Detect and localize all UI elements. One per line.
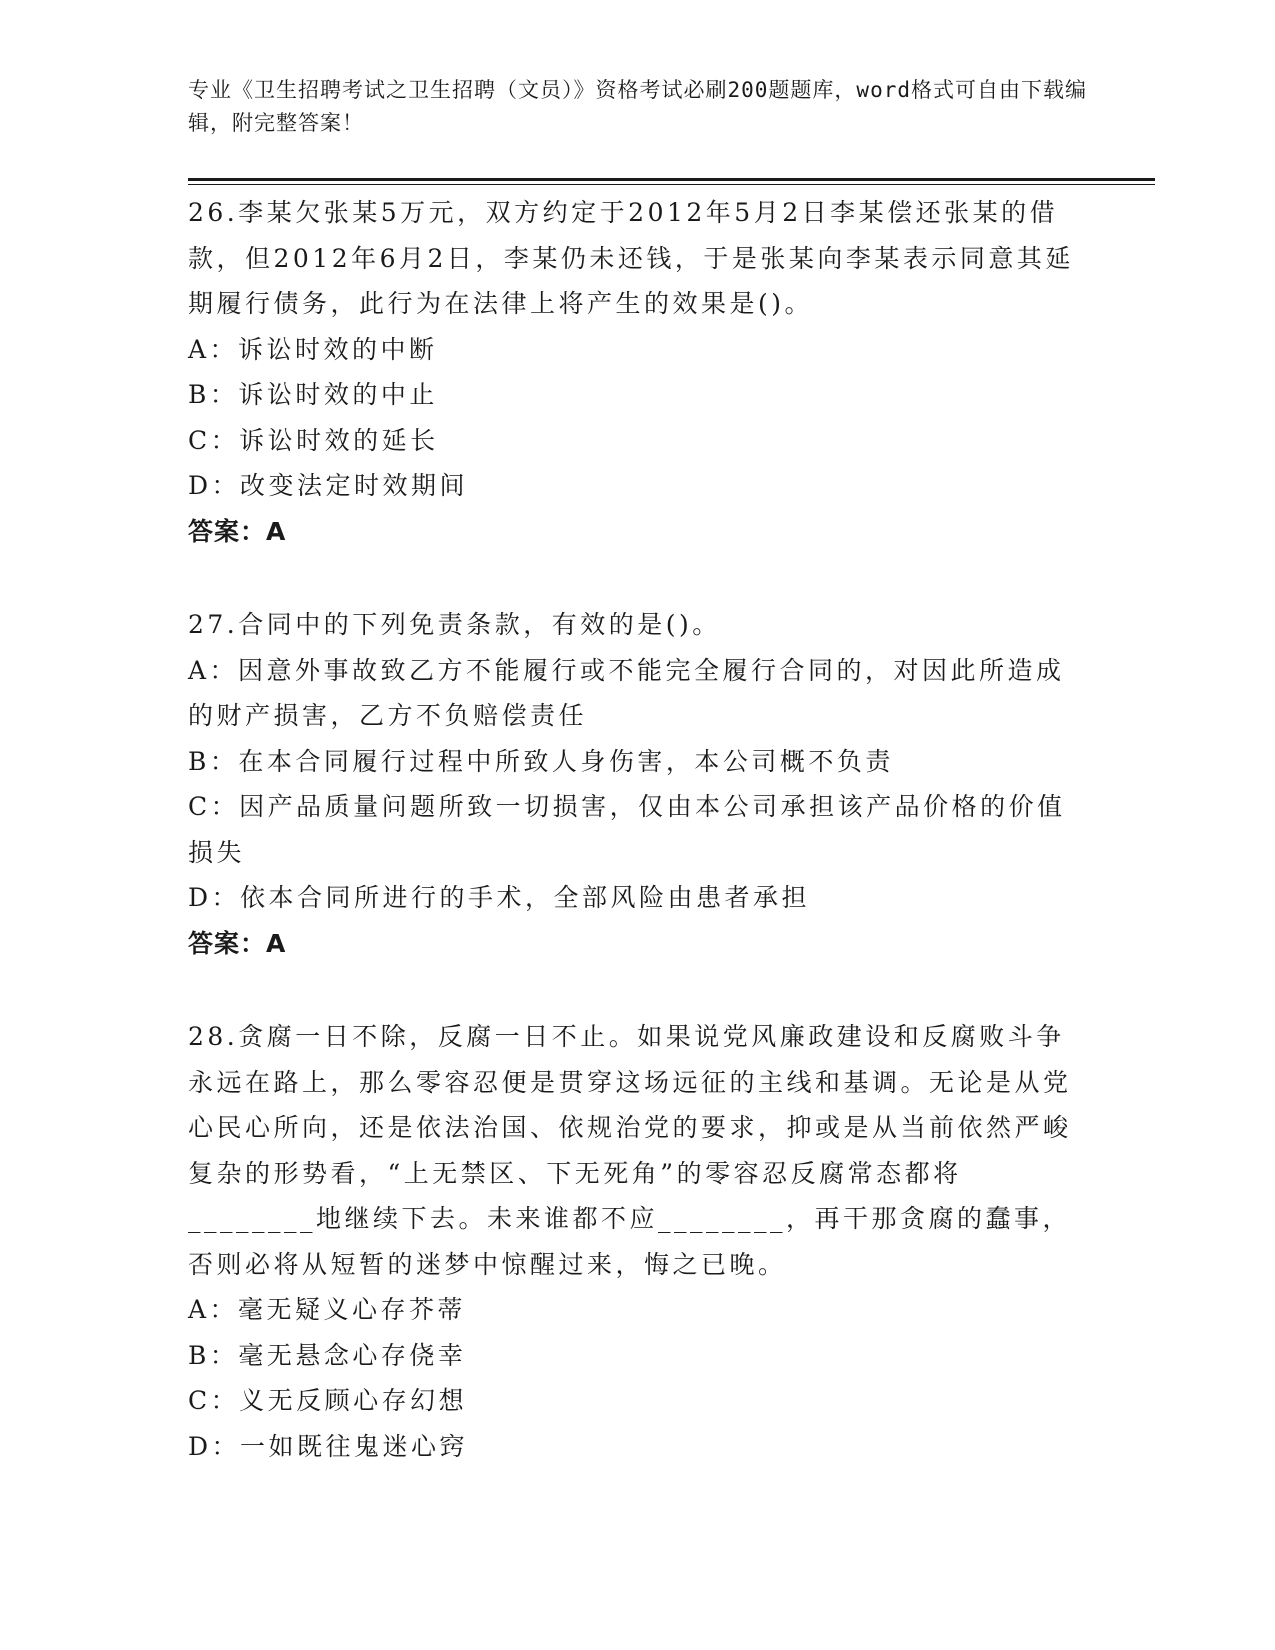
- option-c: C：义无反顾心存幻想: [188, 1386, 468, 1415]
- option-a: A：毫无疑义心存芥蒂: [188, 1295, 467, 1324]
- question-stem: 27.合同中的下列免责条款，有效的是()。: [188, 610, 721, 639]
- header-divider-thick: [188, 178, 1155, 181]
- header-divider-thin: [188, 184, 1155, 185]
- question-stem: 28.贪腐一日不除，反腐一日不止。如果说党风廉政建设和反腐败斗争永远在路上，那么零容忍便是贯穿这场远征的主线和基调。无论是从党心民心所向，还是依法治国、依规治党的要求，抑或是从当前依然严峻复杂的形势看，“上无禁区、下无死角”的零容忍反腐常态都将________地继续下去。未来谁都不应________，再干那贪腐的蠢事，否则必将从短暂的迷梦中惊醒过来，悔之已晚。: [188, 1022, 1072, 1279]
- question-list: [188, 190, 1088, 1517]
- answer: 答案：A: [188, 516, 287, 546]
- question-28: [188, 1014, 1088, 1469]
- option-c: C：因产品质量问题所致一切损害，仅由本公司承担该产品价格的价值损失: [188, 792, 1066, 867]
- question-stem: 26.李某欠张某5万元，双方约定于2012年5月2日李某偿还张某的借款，但2012年6月2日，李某仍未还钱，于是张某向李某表示同意其延期履行债务，此行为在法律上将产生的效果是()。: [188, 198, 1074, 318]
- option-c: C：诉讼时效的延长: [188, 425, 439, 455]
- option-b: B：在本合同履行过程中所致人身伤害，本公司概不负责: [188, 746, 894, 776]
- header-text: 专业《卫生招聘考试之卫生招聘（文员）》资格考试必刷200题题库，word格式可自由下载编辑，附完整答案！: [188, 78, 1087, 135]
- option-a: A：诉讼时效的中断: [188, 334, 438, 364]
- document-header: [188, 74, 1088, 140]
- option-d: D：一如既往鬼迷心窍: [188, 1431, 469, 1461]
- question-26: [188, 190, 1088, 554]
- option-b: B：毫无悬念心存侥幸: [188, 1340, 467, 1370]
- option-d: D：改变法定时效期间: [188, 471, 469, 500]
- question-27: [188, 602, 1088, 966]
- answer: 答案：A: [188, 928, 287, 958]
- option-a: A：因意外事故致乙方不能履行或不能完全履行合同的，对因此所造成的财产损害，乙方不负赔偿责任: [188, 655, 1065, 730]
- option-b: B：诉讼时效的中止: [188, 380, 438, 409]
- option-d: D：依本合同所进行的手术，全部风险由患者承担: [188, 883, 811, 912]
